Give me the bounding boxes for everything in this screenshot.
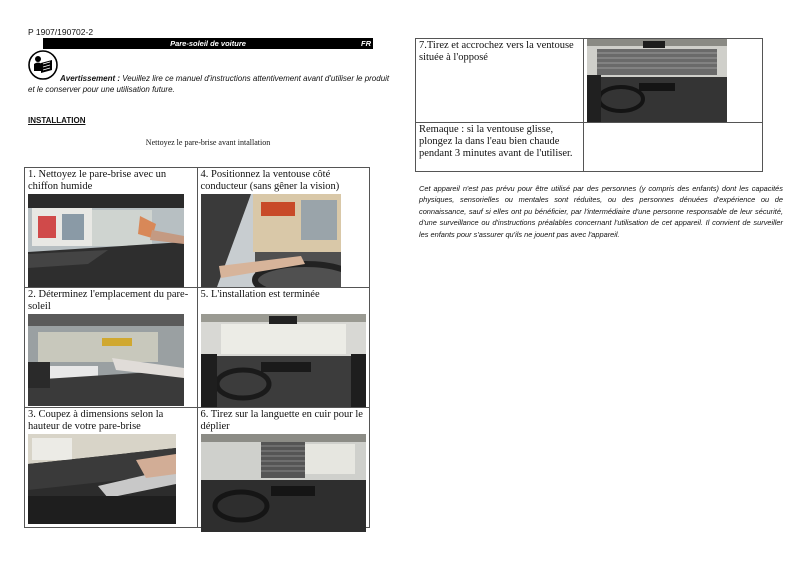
step-3-photo (28, 434, 176, 524)
step-2-photo (28, 314, 184, 406)
step-cell (25, 408, 198, 528)
language-code: FR (361, 39, 371, 48)
remark-cell (416, 123, 584, 172)
installation-heading: INSTALLATION (28, 116, 86, 125)
warning-label: Avertissement : (60, 74, 121, 83)
step-caption: 1. Nettoyez le pare-brise avec un chiffon humide (28, 169, 167, 192)
remark-text: Remaque : si la ventouse glisse, plongez la dans l'eau bien chaude pendant 3 minutes avant de l'utiliser. (419, 124, 573, 159)
step-7-caption: 7.Tirez et accrochez vers la ventouse située à l'opposé (419, 40, 574, 63)
warning-paragraph (28, 73, 398, 95)
step-caption: 3. Coupez à dimensions selon la hauteur de votre pare-brise (28, 409, 164, 432)
empty-cell (583, 123, 762, 172)
safety-disclaimer: Cet appareil n'est pas prévu pour être utilisé par des personnes (y compris des enfants) dont les capacités physiques, sensorielles ou mentales sont réduites, ou des personnes dénuées d'expérience ou de connaissance, sauf si elles ont pu bénéficier, par l'intermédiaire d'une personne responsable de leur sécurité, d'une surveillance ou d'instructions préalables concernant l'utilisation de cet appareil. Il convient de surveiller les enfants pour s'assurer qu'ils ne jouent pas avec l'appareil. (419, 184, 783, 239)
right-steps-table (415, 38, 763, 172)
step-caption: 4. Positionnez la ventouse côté conducteur (sans gêner la vision) (200, 169, 340, 192)
step-7-cell (416, 39, 584, 123)
step-caption: 6. Tirez sur la languette en cuir pour le déplier (200, 409, 363, 432)
installation-steps-table (24, 167, 370, 528)
step-4-photo (201, 194, 341, 287)
step-7-photo (587, 39, 727, 122)
warning-text: Veuillez lire ce manuel d'instructions attentivement avant d'utiliser le produit et le conserver pour une utilisation future. (28, 74, 390, 94)
step-cell (197, 168, 370, 288)
step-cell (25, 288, 198, 408)
document-title: Pare-soleil de voiture (170, 39, 246, 48)
clean-windshield-note: Nettoyez le pare-brise avant intallation (145, 138, 271, 147)
step-caption: 2. Déterminez l'emplacement du pare-soleil (28, 289, 189, 312)
reference-number: P 1907/190702-2 (28, 27, 94, 37)
step-7-photo-cell (583, 39, 762, 123)
step-cell (25, 168, 198, 288)
step-cell (197, 288, 370, 408)
step-cell (197, 408, 370, 528)
title-bar (43, 38, 373, 49)
step-5-photo (201, 314, 366, 407)
step-caption: 5. L'installation est terminée (200, 289, 320, 300)
step-1-photo (28, 194, 184, 287)
step-6-photo (201, 434, 366, 532)
